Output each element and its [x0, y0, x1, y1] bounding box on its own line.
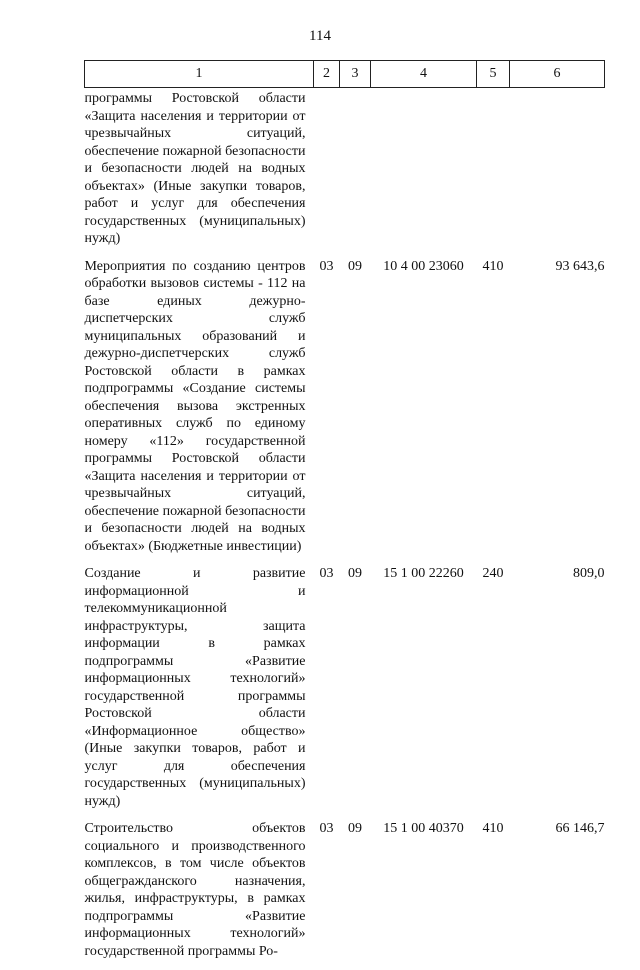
row-subsection: 09 [348, 258, 362, 274]
table-header-row [85, 61, 605, 88]
table-row [85, 258, 605, 566]
row-section [314, 88, 340, 258]
column-header-6: 6 [510, 61, 605, 88]
table-row [85, 88, 605, 258]
row-target-article: 15 1 00 40370 [383, 821, 464, 836]
row-amount: 66 146,7 [555, 821, 605, 836]
row-section: 03 [319, 566, 334, 581]
row-description: Мероприятия по созданию центров обработки вызовов системы - 112 на базе единых дежурно-диспетчерских служб муниципальных образований и дежурно-диспетчерских служб Ростовской области в рамках подпрограммы «Создание системы обеспечения вызова экстренных оперативных служб по единому номеру «112» государственной программы Ростовской области «Защита населения и территории от чрезвычайных ситуаций, обеспечение пожарной безопасности и безопасности людей на водных объектах» (Бюджетные инвестиции) [84, 258, 306, 554]
column-header-5: 5 [477, 61, 510, 88]
row-section: 03 [319, 258, 334, 274]
page-number: 114 [309, 28, 331, 44]
row-description: Строительство объектов социального и производственного комплексов, в том числе объектов общегражданского назначения, жилья, инфраструктуры, в рамках подпрограммы «Развитие информационных технологий» государственной программы Ро- [84, 821, 306, 959]
budget-table [84, 60, 605, 970]
row-expense-type [477, 88, 510, 258]
row-expense-type: 410 [482, 821, 504, 836]
column-header-4: 4 [371, 61, 477, 88]
table-row [85, 565, 605, 820]
row-amount: 809,0 [573, 566, 605, 581]
row-subsection [340, 88, 371, 258]
column-header-1: 1 [85, 61, 314, 88]
row-section: 03 [319, 821, 334, 836]
row-amount [510, 88, 605, 258]
row-subsection: 09 [348, 566, 362, 581]
row-target-article: 10 4 00 23060 [383, 258, 464, 274]
column-header-2: 2 [314, 61, 340, 88]
row-description: Создание и развитие информационной и телекоммуникационной инфраструктуры, защита информации в рамках подпрограммы «Развитие информационных технологий» государственной программы Ростовской области «Информационное общество» (Иные закупки товаров, работ и услуг для обеспечения государственных (муниципальных) нужд) [84, 566, 306, 809]
row-target-article [371, 88, 477, 258]
row-description: программы Ростовской области «Защита населения и территории от чрезвычайных ситуаций, обеспечение пожарной безопасности и безопасности людей на водных объектах» (Иные закупки товаров, работ и услуг для обеспечения государственных (муниципальных) нужд) [84, 91, 306, 246]
row-amount: 93 643,6 [555, 258, 605, 274]
row-expense-type: 240 [482, 566, 504, 581]
row-expense-type: 410 [482, 258, 504, 274]
row-target-article: 15 1 00 22260 [383, 566, 464, 581]
column-header-3: 3 [340, 61, 371, 88]
table-row [85, 820, 605, 970]
row-subsection: 09 [348, 821, 362, 836]
